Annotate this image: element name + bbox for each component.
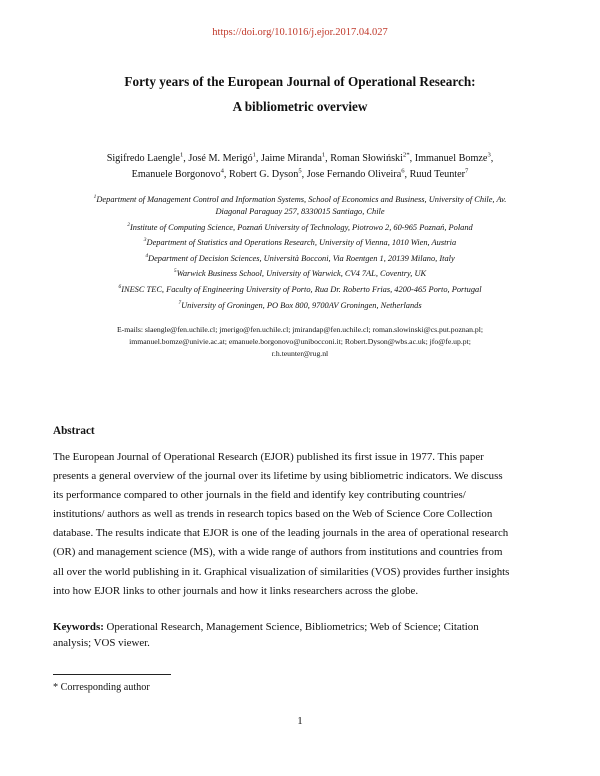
abstract-line: into how EJOR links to other journals and how it links researchers across the globe. bbox=[53, 584, 419, 597]
affiliation-text: Department of Statistics and Operations Research, University of Vienna, 1010 Wien, Austria bbox=[146, 238, 457, 247]
page-number: 1 bbox=[297, 715, 303, 727]
author-name: Jaime Miranda bbox=[261, 153, 322, 164]
affiliation-text: Institute of Computing Science, Poznań University of Technology, Piotrowo 2, 60-965 Poznań, Poland bbox=[129, 223, 473, 232]
abstract-heading: Abstract bbox=[53, 425, 95, 437]
author-affiliation-marker: 3 bbox=[487, 151, 491, 159]
author-name: José M. Merigó bbox=[188, 153, 253, 164]
keywords bbox=[53, 620, 547, 651]
affiliation-text: Diagonal Paraguay 257, 8330015 Santiago, Chile bbox=[215, 207, 385, 216]
affiliation-text: Department of Management Control and Information Systems, School of Economics and Business, University of Chile, Av. bbox=[96, 195, 507, 204]
affiliation-marker: 2 bbox=[127, 222, 130, 229]
abstract-line: The European Journal of Operational Research (EJOR) published its first issue in 1977. This paper bbox=[53, 451, 484, 463]
author-affiliation-marker: 5 bbox=[298, 167, 302, 175]
affiliation-marker: 4 bbox=[145, 253, 149, 260]
author-affiliation-marker: 6 bbox=[401, 167, 405, 175]
author-list-line-2: Emanuele Borgonovo$^4$, Robert G. Dyson$^5$, Jose Fernando Oliveira$^6$, Ruud Teunter$^7$ bbox=[131, 167, 469, 180]
author-list-line-1: Sigifredo Laengle$^1$, José M. Merigó$^1$, Jaime Miranda$^1$, Roman Słowiński$^{2*}$, Immanuel Bomze$^3$, bbox=[106, 151, 494, 164]
affiliation bbox=[0, 237, 600, 249]
affiliation bbox=[0, 268, 600, 280]
affiliation-text: University of Groningen, PO Box 800, 9700AV Groningen, Netherlands bbox=[181, 301, 422, 310]
affiliation-marker: 7 bbox=[178, 300, 182, 307]
author-name: Sigifredo Laengle bbox=[106, 153, 180, 164]
affiliation bbox=[0, 300, 600, 312]
keywords-line: analysis; VOS viewer. bbox=[53, 636, 150, 649]
footnote-divider bbox=[53, 674, 171, 675]
author-affiliation-marker: 1 bbox=[252, 151, 256, 159]
email-line: r.h.teunter@rug.nl bbox=[271, 349, 329, 358]
author-name: Jose Fernando Oliveira bbox=[306, 169, 402, 180]
abstract-line: database. The results indicate that EJOR is one of the leading journals in the area of operational research bbox=[53, 527, 509, 540]
email-line: E-mails: slaengle@fen.uchile.cl; jmerigo@fen.uchile.cl; jmirandap@fen.uchile.cl; roman.slowinski@cs.put.poznan.pl; bbox=[116, 325, 484, 334]
keywords-line bbox=[53, 620, 547, 636]
abstract-line: (OR) and management science (MS), with a wide range of authors from institutions and countries from bbox=[53, 546, 503, 559]
affiliation-marker: 5 bbox=[173, 268, 177, 275]
author-affiliation-marker: 1 bbox=[321, 151, 326, 159]
abstract-body bbox=[53, 448, 547, 601]
author-affiliation-marker: 7 bbox=[465, 167, 469, 175]
author-affiliation-marker: 4 bbox=[220, 167, 224, 175]
author-name: Ruud Teunter bbox=[409, 169, 466, 180]
affiliation bbox=[0, 206, 600, 218]
abstract-line: presents a general overview of the journal over its lifetime by using bibliometric indicators. We discuss bbox=[53, 470, 503, 483]
affiliation bbox=[0, 194, 600, 206]
author-name: Roman Słowiński bbox=[330, 153, 403, 164]
keywords-text: Operational Research, Management Science, Bibliometrics; Web of Science; Citation bbox=[103, 621, 479, 633]
paper-title-line-2: A bibliometric overview bbox=[232, 99, 368, 114]
author-name: Immanuel Bomze bbox=[414, 153, 488, 164]
affiliation bbox=[0, 253, 600, 265]
abstract-line: its performance compared to other journals in the field and identify key contributing countries/ bbox=[53, 489, 466, 502]
affiliation-text: Warwick Business School, University of Warwick, CV4 7AL, Coventry, UK bbox=[176, 269, 427, 278]
author-affiliation-marker: 1 bbox=[179, 151, 184, 159]
affiliation bbox=[0, 284, 600, 296]
keywords-label: Keywords: bbox=[53, 621, 104, 633]
affiliation-marker: 3 bbox=[143, 237, 147, 244]
affiliation-text: INESC TEC, Faculty of Engineering University of Porto, Rua Dr. Roberto Frias, 4200-465 Porto, Portugal bbox=[121, 285, 482, 294]
affiliation-text: Department of Decision Sciences, Università Bocconi, Via Roentgen 1, 20139 Milano, Italy bbox=[148, 254, 455, 263]
doi-link[interactable]: https://doi.org/10.1016/j.ejor.2017.04.027 bbox=[212, 27, 388, 38]
abstract-line: institutions/ authors as well as trends in research topics based on the Web of Science Core Collection bbox=[53, 508, 493, 521]
paper-title-line-1: Forty years of the European Journal of Operational Research: bbox=[124, 74, 476, 89]
corresponding-author-footnote: * Corresponding author bbox=[53, 682, 150, 693]
author-name: Emanuele Borgonovo bbox=[131, 169, 221, 180]
affiliation bbox=[0, 222, 600, 234]
email-line: immanuel.bomze@univie.ac.at; emanuele.borgonovo@unibocconi.it; Robert.Dyson@wbs.ac.uk; jfo@fe.up.pt; bbox=[129, 337, 471, 346]
abstract-line: all over the world publishing in it. Graphical visualization of similarities (VOS) provides further insights bbox=[53, 565, 510, 578]
author-affiliation-marker: 2* bbox=[403, 151, 410, 159]
affiliation-marker: 1 bbox=[93, 194, 97, 201]
affiliation-marker: 6 bbox=[118, 284, 122, 291]
author-name: Robert G. Dyson bbox=[228, 169, 299, 180]
